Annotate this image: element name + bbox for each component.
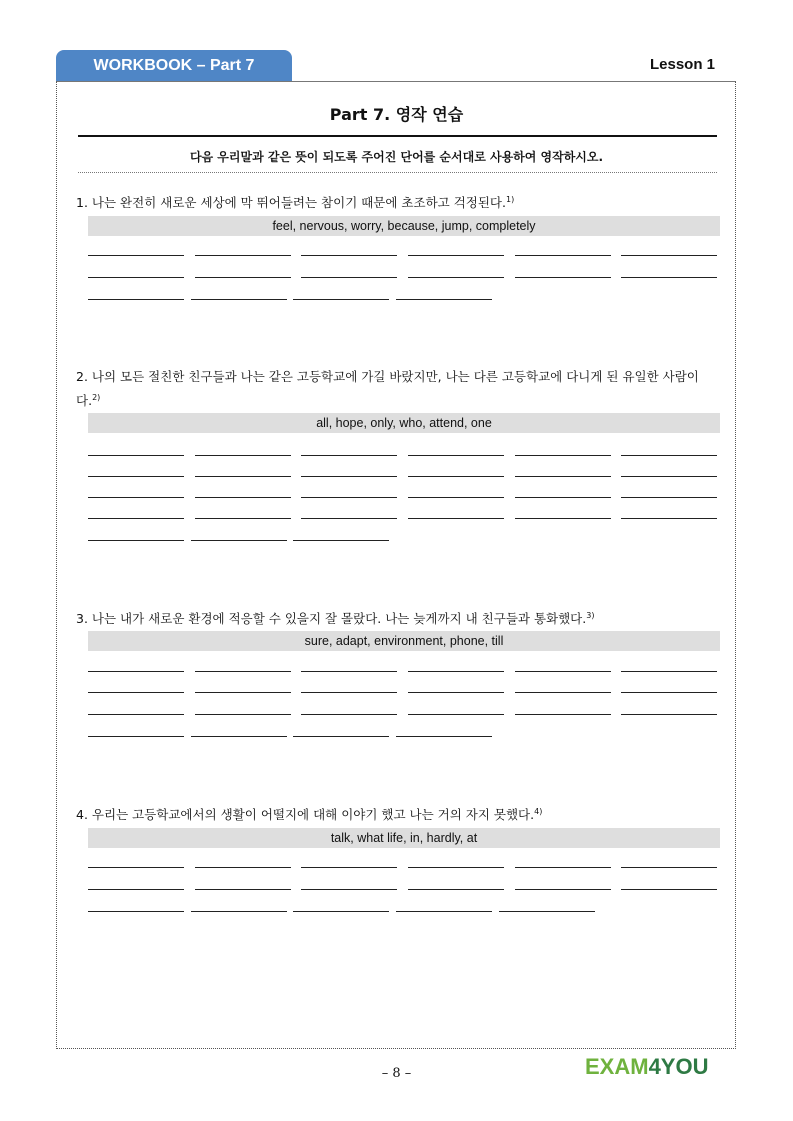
answer-blank	[621, 889, 717, 890]
answer-blank	[408, 255, 504, 256]
instruction-divider	[78, 172, 717, 173]
answer-blank	[515, 518, 611, 519]
answer-blank	[195, 692, 291, 693]
answer-blank	[515, 867, 611, 868]
answer-blank	[88, 518, 184, 519]
answer-blank	[195, 889, 291, 890]
answer-blank	[621, 671, 717, 672]
answer-blank	[408, 889, 504, 890]
answer-blank	[408, 476, 504, 477]
answer-blank	[515, 277, 611, 278]
answer-blank	[621, 497, 717, 498]
question-text: 우리는 고등학교에서의 생활이 어떨지에 대해 이야기 했고 나는 거의 자지 못했다.	[91, 807, 535, 823]
question-1	[76, 189, 718, 213]
answer-blank	[621, 867, 717, 868]
word-bank-3: sure, adapt, environment, phone, till	[88, 631, 720, 651]
answer-blank	[301, 714, 397, 715]
answer-blank	[88, 692, 184, 693]
title-rule	[78, 135, 717, 137]
answer-blank	[301, 692, 397, 693]
answer-blank	[301, 518, 397, 519]
answer-blank	[499, 911, 595, 912]
answer-blank	[88, 455, 184, 456]
question-number: 2.	[76, 369, 88, 384]
question-text: 나는 완전히 새로운 세상에 막 뛰어들려는 참이기 때문에 초조하고 걱정된다.	[91, 195, 506, 211]
exam4you-logo: EXAM4YOU	[585, 1054, 709, 1079]
page-title: Part 7. 영작 연습	[329, 105, 464, 124]
answer-blank	[515, 671, 611, 672]
answer-blank	[293, 736, 389, 737]
answer-blank	[621, 455, 717, 456]
workbook-part-tab: WORKBOOK – Part 7	[56, 50, 292, 81]
footnote-mark: 2)	[92, 393, 101, 402]
answer-blank	[88, 867, 184, 868]
answer-blank	[195, 255, 291, 256]
answer-blank	[515, 889, 611, 890]
answer-blank	[515, 714, 611, 715]
answer-blank	[88, 540, 184, 541]
answer-blank	[293, 540, 389, 541]
lesson-label: Lesson 1	[649, 56, 715, 73]
answer-blank	[396, 299, 492, 300]
answer-blank	[88, 255, 184, 256]
answer-blank	[195, 671, 291, 672]
answer-blank	[191, 540, 287, 541]
answer-blank	[301, 889, 397, 890]
answer-blank	[293, 299, 389, 300]
word-bank-1: feel, nervous, worry, because, jump, completely	[88, 216, 720, 236]
answer-blank	[515, 476, 611, 477]
answer-blank	[301, 867, 397, 868]
answer-blank	[88, 277, 184, 278]
answer-blank	[191, 911, 287, 912]
answer-blank	[408, 692, 504, 693]
question-text: 나는 내가 새로운 환경에 적응할 수 있을지 잘 몰랐다. 나는 늦게까지 내 친구들과 통화했다.	[91, 611, 587, 627]
answer-blank	[88, 671, 184, 672]
answer-blank	[515, 255, 611, 256]
answer-blank	[408, 497, 504, 498]
answer-blank	[408, 714, 504, 715]
answer-blank	[191, 736, 287, 737]
answer-blank	[515, 497, 611, 498]
answer-blank	[195, 277, 291, 278]
answer-blank	[301, 277, 397, 278]
answer-blank	[515, 692, 611, 693]
answer-blank	[88, 889, 184, 890]
answer-blank	[621, 476, 717, 477]
question-number: 4.	[76, 807, 88, 823]
answer-blank	[621, 518, 717, 519]
answer-blank	[515, 455, 611, 456]
answer-blank	[396, 736, 492, 737]
answer-blank	[195, 497, 291, 498]
answer-blank	[195, 867, 291, 868]
answer-blank	[301, 255, 397, 256]
answer-blank	[408, 518, 504, 519]
footnote-mark: 1)	[505, 195, 515, 204]
answer-blank	[293, 911, 389, 912]
answer-blank	[301, 476, 397, 477]
question-3	[76, 605, 718, 629]
answer-blank	[621, 255, 717, 256]
question-number: 1.	[76, 195, 88, 211]
instruction: 다음 우리말과 같은 뜻이 되도록 주어진 단어를 순서대로 사용하여 영작하시오.	[189, 150, 604, 164]
footnote-mark: 4)	[534, 807, 543, 816]
answer-blank	[88, 911, 184, 912]
question-4	[76, 801, 718, 825]
answer-blank	[88, 497, 184, 498]
question-number: 3.	[76, 611, 88, 627]
footnote-mark: 3)	[586, 611, 595, 620]
answer-blank	[195, 518, 291, 519]
answer-blank	[88, 736, 184, 737]
answer-blank	[301, 455, 397, 456]
answer-blank	[195, 455, 291, 456]
answer-blank	[621, 692, 717, 693]
question-2	[76, 366, 718, 411]
word-bank-2: all, hope, only, who, attend, one	[88, 413, 720, 433]
answer-blank	[621, 277, 717, 278]
answer-blank	[621, 714, 717, 715]
answer-blank	[301, 671, 397, 672]
answer-blank	[191, 299, 287, 300]
answer-blank	[408, 455, 504, 456]
answer-blank	[195, 714, 291, 715]
answer-blank	[408, 671, 504, 672]
answer-blank	[408, 277, 504, 278]
answer-blank	[88, 299, 184, 300]
answer-blank	[88, 714, 184, 715]
answer-blank	[396, 911, 492, 912]
answer-blank	[301, 497, 397, 498]
question-text: 나의 모든 절친한 친구들과 나는 같은 고등학교에 가길 바랐지만, 나는 다른 고등학교에 다니게 된 유일한 사람이다.	[76, 369, 699, 409]
answer-blank	[88, 476, 184, 477]
word-bank-4: talk, what life, in, hardly, at	[88, 828, 720, 848]
page-number: – 8 –	[381, 1066, 412, 1081]
answer-blank	[408, 867, 504, 868]
answer-blank	[195, 476, 291, 477]
